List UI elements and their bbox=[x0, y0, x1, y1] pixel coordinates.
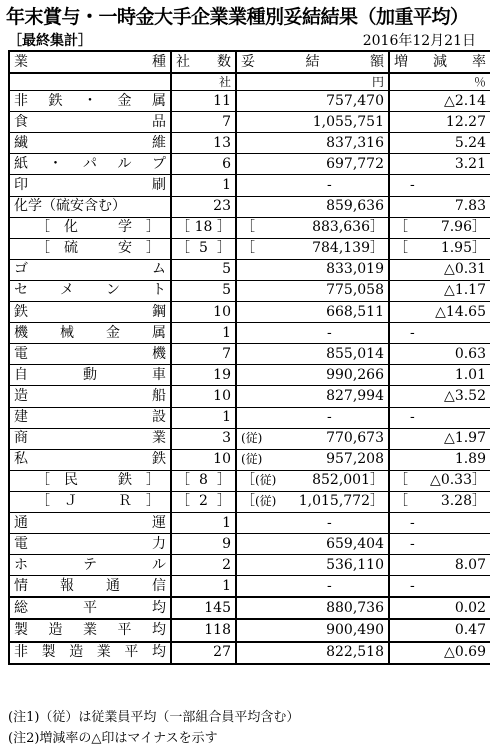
cell-amount: ［(従) 852,001］ bbox=[236, 470, 389, 491]
cell-companies: 19 bbox=[171, 365, 236, 386]
cell-industry: 鉄 鋼 bbox=[9, 302, 171, 323]
header-companies: 社 数 bbox=[171, 51, 236, 73]
table-row bbox=[9, 576, 490, 598]
cell-companies: 1 bbox=[171, 576, 236, 598]
cell-industry: 自 動 車 bbox=[9, 365, 171, 386]
cell-companies: 5 bbox=[171, 259, 236, 280]
cell-amount: 990,266 bbox=[236, 365, 389, 386]
cell-amount: 775,058 bbox=[236, 280, 389, 301]
unit-rate: ％ bbox=[389, 73, 490, 91]
cell-amount: 668,511 bbox=[236, 302, 389, 323]
cell-companies: ［ 5 ］ bbox=[171, 238, 236, 259]
cell-industry: 電 機 bbox=[9, 344, 171, 365]
cell-companies: 11 bbox=[171, 91, 236, 112]
table-header-row bbox=[9, 51, 490, 73]
unit-amount: 円 bbox=[236, 73, 389, 91]
cell-amount: 827,994 bbox=[236, 386, 389, 407]
table-row bbox=[9, 133, 490, 154]
cell-amount: 900,490 bbox=[236, 619, 389, 641]
cell-rate: 1.01 bbox=[389, 365, 490, 386]
cell-companies: 2 bbox=[171, 555, 236, 576]
cell-amount: (従) 770,673 bbox=[236, 428, 389, 449]
table-row bbox=[9, 407, 490, 428]
cell-rate: - bbox=[389, 175, 490, 196]
cell-industry: 食 品 bbox=[9, 112, 171, 133]
cell-companies: 13 bbox=[171, 133, 236, 154]
cell-industry: セ メ ン ト bbox=[9, 280, 171, 301]
cell-companies: 1 bbox=[171, 407, 236, 428]
cell-industry: 製 造 業 平 均 bbox=[9, 619, 171, 641]
cell-rate: △0.69 bbox=[389, 642, 490, 664]
cell-industry: 建 設 bbox=[9, 407, 171, 428]
cell-industry: 繊 維 bbox=[9, 133, 171, 154]
cell-industry: 印 刷 bbox=[9, 175, 171, 196]
note-2: (注2)増減率の△印はマイナスを示す bbox=[8, 731, 218, 746]
cell-rate: - bbox=[389, 323, 490, 344]
cell-companies: 1 bbox=[171, 512, 236, 533]
table-row bbox=[9, 196, 490, 217]
cell-companies: 10 bbox=[171, 449, 236, 470]
cell-companies: 145 bbox=[171, 597, 236, 619]
table-row bbox=[9, 154, 490, 175]
cell-industry: 情 報 通 信 bbox=[9, 576, 171, 598]
cell-rate: - bbox=[389, 512, 490, 533]
cell-amount: 859,636 bbox=[236, 196, 389, 217]
table-row bbox=[9, 259, 490, 280]
table-row bbox=[9, 512, 490, 533]
cell-amount: 697,772 bbox=[236, 154, 389, 175]
table-body bbox=[9, 73, 490, 664]
table-row bbox=[9, 449, 490, 470]
cell-rate: ［ 3.28］ bbox=[389, 491, 490, 512]
summary-row bbox=[9, 642, 490, 664]
cell-companies: ［ 8 ］ bbox=[171, 470, 236, 491]
cell-amount: - bbox=[236, 323, 389, 344]
cell-industry: ゴ ム bbox=[9, 259, 171, 280]
table-row bbox=[9, 175, 490, 196]
summary-row bbox=[9, 619, 490, 641]
cell-companies: ［ 18 ］ bbox=[171, 217, 236, 238]
table-row bbox=[9, 555, 490, 576]
cell-rate: - bbox=[389, 407, 490, 428]
cell-industry: 化学（硫安含む） bbox=[9, 196, 171, 217]
cell-rate: 0.02 bbox=[389, 597, 490, 619]
cell-amount: - bbox=[236, 407, 389, 428]
cell-rate: △3.52 bbox=[389, 386, 490, 407]
table-row bbox=[9, 112, 490, 133]
table-row bbox=[9, 280, 490, 301]
cell-rate: △1.97 bbox=[389, 428, 490, 449]
cell-industry: 非 製 造 業 平 均 bbox=[9, 642, 171, 664]
cell-companies: 7 bbox=[171, 112, 236, 133]
cell-industry: 商 業 bbox=[9, 428, 171, 449]
summary-row bbox=[9, 597, 490, 619]
cell-amount: 659,404 bbox=[236, 534, 389, 555]
table-row bbox=[9, 470, 490, 491]
cell-amount: 837,316 bbox=[236, 133, 389, 154]
cell-amount: 536,110 bbox=[236, 555, 389, 576]
cell-industry: 総 平 均 bbox=[9, 597, 171, 619]
table-row bbox=[9, 238, 490, 259]
units-row bbox=[9, 73, 490, 91]
cell-rate: △1.17 bbox=[389, 280, 490, 301]
cell-rate: 5.24 bbox=[389, 133, 490, 154]
document-date: 2016年12月21日 bbox=[362, 33, 476, 49]
cell-companies: 5 bbox=[171, 280, 236, 301]
cell-rate: 0.47 bbox=[389, 619, 490, 641]
cell-amount: ［ 784,139］ bbox=[236, 238, 389, 259]
cell-rate: 1.89 bbox=[389, 449, 490, 470]
cell-amount: - bbox=[236, 576, 389, 598]
cell-industry: 通 運 bbox=[9, 512, 171, 533]
cell-companies: 9 bbox=[171, 534, 236, 555]
cell-amount: - bbox=[236, 175, 389, 196]
cell-industry: 造 船 bbox=[9, 386, 171, 407]
cell-industry: ［ 民 鉄 ］ bbox=[9, 470, 171, 491]
cell-industry: ［ Ｊ Ｒ ］ bbox=[9, 491, 171, 512]
cell-industry: ホ テ ル bbox=[9, 555, 171, 576]
cell-companies: 10 bbox=[171, 302, 236, 323]
cell-industry: 非 鉄 ・ 金 属 bbox=[9, 91, 171, 112]
cell-rate: △14.65 bbox=[389, 302, 490, 323]
document-subtitle: ［最終集計］ bbox=[8, 33, 92, 49]
table-row bbox=[9, 344, 490, 365]
table-row bbox=[9, 323, 490, 344]
cell-industry: 電 力 bbox=[9, 534, 171, 555]
cell-rate: ［ 1.95］ bbox=[389, 238, 490, 259]
table-row bbox=[9, 365, 490, 386]
table-row bbox=[9, 428, 490, 449]
header-industry: 業 種 bbox=[9, 51, 171, 73]
cell-industry: 紙 ・ パ ル プ bbox=[9, 154, 171, 175]
cell-companies: 3 bbox=[171, 428, 236, 449]
document-title: 年末賞与・一時金大手企業業種別妥結結果（加重平均） bbox=[6, 6, 469, 28]
cell-rate: - bbox=[389, 576, 490, 598]
cell-amount: 757,470 bbox=[236, 91, 389, 112]
cell-rate: ［ 7.96］ bbox=[389, 217, 490, 238]
cell-amount: ［(従) 1,015,772］ bbox=[236, 491, 389, 512]
unit-companies: 社 bbox=[171, 73, 236, 91]
cell-amount: 822,518 bbox=[236, 642, 389, 664]
table-row bbox=[9, 302, 490, 323]
cell-companies: 23 bbox=[171, 196, 236, 217]
header-amount: 妥 結 額 bbox=[236, 51, 389, 73]
cell-companies: 118 bbox=[171, 619, 236, 641]
cell-amount: (従) 957,208 bbox=[236, 449, 389, 470]
cell-rate: 3.21 bbox=[389, 154, 490, 175]
table-row bbox=[9, 491, 490, 512]
cell-companies: 7 bbox=[171, 344, 236, 365]
cell-companies: 27 bbox=[171, 642, 236, 664]
cell-amount: 833,019 bbox=[236, 259, 389, 280]
cell-amount: - bbox=[236, 512, 389, 533]
table-row bbox=[9, 217, 490, 238]
table-row bbox=[9, 534, 490, 555]
cell-industry: 機 械 金 属 bbox=[9, 323, 171, 344]
cell-industry: 私 鉄 bbox=[9, 449, 171, 470]
cell-rate: △0.31 bbox=[389, 259, 490, 280]
cell-rate: 12.27 bbox=[389, 112, 490, 133]
cell-rate: 0.63 bbox=[389, 344, 490, 365]
note-1: (注1)（従）は従業員平均（一部組合員平均含む） bbox=[8, 710, 300, 725]
cell-amount: ［ 883,636］ bbox=[236, 217, 389, 238]
header-rate: 増 減 率 bbox=[389, 51, 490, 73]
cell-rate: ［ △0.33］ bbox=[389, 470, 490, 491]
results-table bbox=[8, 50, 490, 665]
table-row bbox=[9, 386, 490, 407]
cell-amount: 855,014 bbox=[236, 344, 389, 365]
table-row bbox=[9, 91, 490, 112]
cell-amount: 1,055,751 bbox=[236, 112, 389, 133]
cell-companies: ［ 2 ］ bbox=[171, 491, 236, 512]
cell-industry: ［ 硫 安 ］ bbox=[9, 238, 171, 259]
cell-companies: 10 bbox=[171, 386, 236, 407]
cell-rate: △2.14 bbox=[389, 91, 490, 112]
cell-rate: 8.07 bbox=[389, 555, 490, 576]
cell-companies: 1 bbox=[171, 323, 236, 344]
cell-rate: 7.83 bbox=[389, 196, 490, 217]
cell-companies: 1 bbox=[171, 175, 236, 196]
cell-amount: 880,736 bbox=[236, 597, 389, 619]
cell-rate: - bbox=[389, 534, 490, 555]
cell-industry: ［ 化 学 ］ bbox=[9, 217, 171, 238]
cell-companies: 6 bbox=[171, 154, 236, 175]
